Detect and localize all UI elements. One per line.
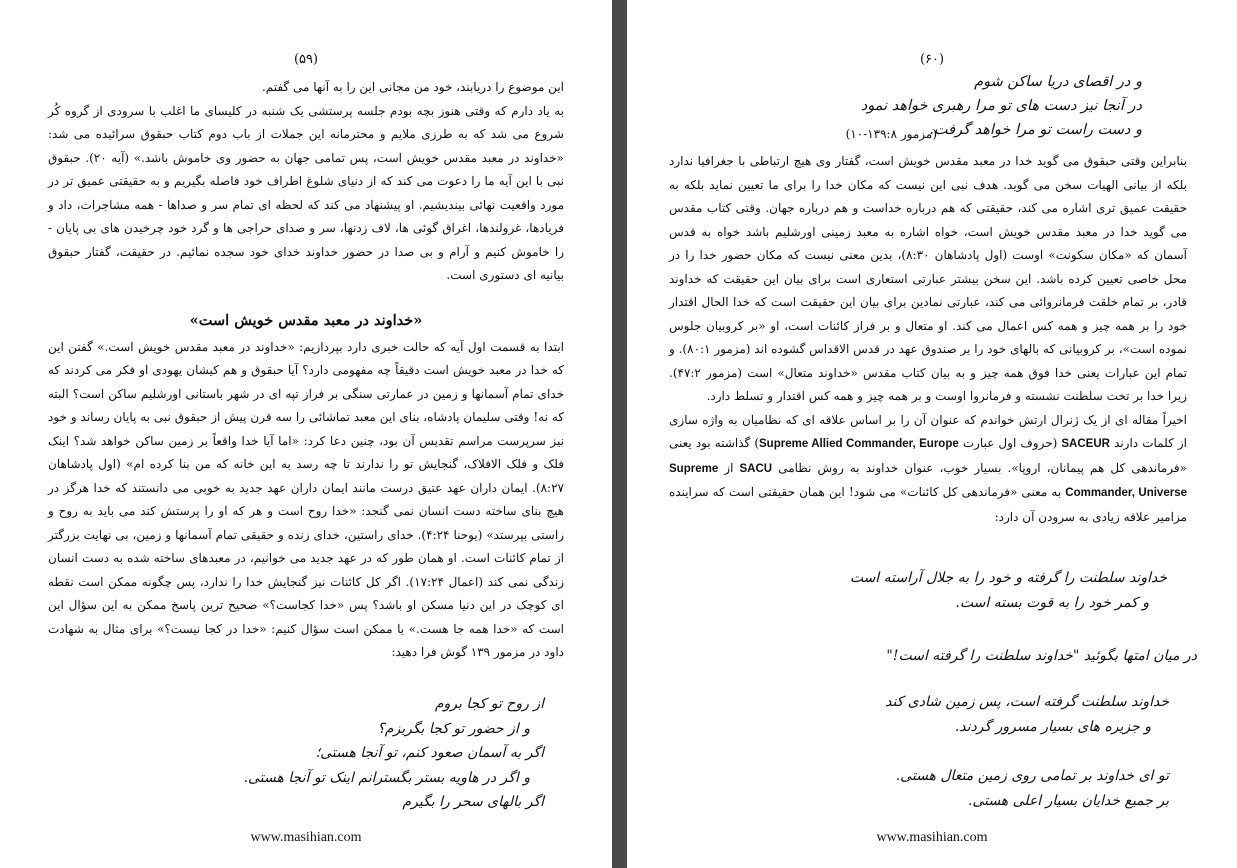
psalm-verses — [885, 690, 1169, 739]
page-right — [627, 0, 1237, 868]
verse-line: خداوند سلطنت گرفته است، پس زمین شادی کند — [885, 694, 1169, 710]
left-body-text — [48, 76, 564, 665]
paragraph: ابتدا به قسمت اول آیه که حالت خبری دارد بپردازیم: «خداوند در معبد مقدس خویش است.» گفتن این که خدا در معبد خویش است دقیقاً چه مفهومی دارد؟ آیا حبقوق و هم کیشان یهودی او فکر می کردند که خدای تمام آسمانها و زمین در عمارتی سنگی بر فراز تپه ای در شهر باستانی اورشلیم ساکن است؟ البته که نه! وقتی سلیمان پادشاه، بنای این معبد تماشائی را سه قرن پیش از حبقوق نبی به پایان رساند و خود نیز سرپرست مراسم تقدیس آن بود، چنین دعا کرد: «اما آیا خدا واقعاً بر زمین ساکن خواهد شد؟ اینک فلک و فلک الافلاک، گنجایش تو را ندارند تا چه رسد به این خانه که من بنا کرده ام» (اول پادشاهان ۸:۲۷). ایمان داران عهد عتیق درست مانند ایمان داران عهد جدید به خوبی می دانستند که خدا هرگز در هیچ بنای ساخته دست انسان نمی گنجد: «خدا روح است و هر که او را پرستش کند می باید به روح و راستی بپرستد» (یوحنا ۴:۲۴). خدای راستین، خدای زنده و حقیقی تمام آسمانها و زمین، بی نهایت بزرگتر از تمام کائنات است. او همان طور که در عهد جدید می خوانیم، در معبدهای ساخته شده به دست انسان زندگی نمی کند (اعمال ۱۷:۲۴). اگر کل کائنات نیز گنجایش خدا را ندارد، پس چگونه ممکن است نقطه ای کوچک در این دنیا مسکن او باشد؟ پس «خدا کجاست؟» صحیح ترین پاسخ ممکن به این سؤال این است که «خدا همه جا هست.» یا ممکن است سؤال کنیم: «خدا در کجا نیست؟» برای مثال به شهادت داود در مزمور ۱۳۹ گوش فرا دهید: — [48, 339, 564, 659]
text-run: اخیراً مقاله ای از یک ژنرال ارتش خواندم که عنوان آن را بر اساس علاقه ای که نظامیان به واژه سازی از کلمات دارند — [669, 412, 1187, 450]
right-body-text — [669, 150, 1187, 529]
english-phrase: Supreme Commander, Universe — [669, 462, 1187, 499]
verse-line: در آنجا نیز دست های تو مرا رهبری خواهد نمود — [860, 98, 1142, 114]
verse-line: اگر به آسمان صعود کنم، تو آنجا هستی؛ — [315, 745, 544, 761]
page-left — [0, 0, 612, 868]
verse-line: در میان امتها بگوئید "خداوند سلطنت را گرفته است!" — [886, 648, 1197, 664]
verse-line: و از حضور تو کجا بگریزم؟ — [377, 720, 530, 737]
verse-line: خداوند سلطنت را گرفته و خود را به جلال آراسته است — [849, 570, 1167, 586]
psalm-verses — [896, 764, 1169, 813]
section-heading: «خداوند در معبد مقدس خویش است» — [189, 311, 423, 329]
psalm-verses — [850, 566, 1167, 615]
footer-url: www.masihian.com — [876, 830, 988, 845]
paragraph — [669, 409, 1187, 530]
paragraph: این موضوع را دریابند، خود من مجانی این را به آنها می گفتم. — [261, 80, 564, 94]
page-number: (۵۹) — [293, 52, 319, 67]
acronym: SACEUR — [1061, 438, 1110, 450]
english-phrase: Supreme Allied Commander, Europe — [759, 438, 959, 450]
verse-line: و اگر در هاویه بستر بگسترانم اینک تو آنجا هستی. — [243, 769, 530, 786]
footer-url: www.masihian.com — [250, 830, 362, 845]
text-run: به معنی «فرماندهی کل کائنات» می شود! این همان حقیقتی است که سراینده مزامیر علاقه زیادی به سرودن آن دارد: — [669, 485, 1187, 524]
verse-line: و جزیره های بسیار مسرور گردند. — [954, 718, 1151, 735]
paragraph: به یاد دارم که وقتی هنوز بچه بودم جلسه پرستشی یک شنبه در کلیسای ما اغلب با سرودی از گروه کُر شروع می شد که به طرزی ملایم و محترمانه این جملات از باب دوم کتاب حبقوق سرائیده می شد: «خداوند در معبد مقدس خویش است، پس تمامی جهان به حضور وی خاموش باشد.» (آیه ۲۰). حبقوق نبی با این آیه ما را دعوت می کند که از دنیای شلوغ اطراف خود فاصله بگیریم و به حقیقتی عمیق تر در مورد واقعیت نهائی بیندیشیم. او پیشنهاد می کند که لحظه ای تمام سر و صداها - همه مشاجرات، داد و فریادها، غرولندها، اغراق گوئی ها، لاف زدنها، سر و صدای حراجی ها و گرد خود چرخیدن های بی پایان - را خاموش کنیم و آرام و بی صدا در حضور خداوند خدای خود سجده نمائیم. در حقیقت، گفتار حبقوق بیانیه ای دستوری است. — [48, 103, 564, 282]
verse-line: اگر بالهای سحر را بگیرم — [402, 794, 544, 810]
verse-citation: (مزمور ۱۳۹:۸-۱۰) — [845, 127, 937, 141]
acronym: SACU — [739, 462, 773, 475]
verse-line: تو ای خداوند بر تمامی روی زمین متعال هستی. — [895, 768, 1169, 784]
text-run: از — [718, 460, 740, 475]
paragraph: بنابراین وقتی حبقوق می گوید خدا در معبد مقدس خویش است، گفتار وی هیچ ارتباطی با جغرافیا ندارد بلکه از بیانی الهیات سخن می گوید. هدف نبی این نیست که مکان خدا را برای ما تعیین نماید بلکه به حقیقت عمیق تری اشاره می کند، حقیقتی که هم درباره خداست و هم درباره جهان. وقتی کتاب مقدس می گوید خدا در معبد مقدس خویش است، خواه اشاره به معبد زمینی اورشلیم باشد خواه به قدس آسمان که «مکان سکونت» اوست (اول پادشاهان ۸:۳۰)، بدین معنی نیست که مکان حضور خدا را در محل خاصی تعیین کرده باشد. این سخن بیشتر عبارتی استعاری است برای بیان این حقیقت که خداوند قادر، بر تمام خلقت فرمانروائی می کند، عبارتی نمادین برای بیان این حقیقت است که خدا الحال اقتدار خود را بر همه چیز و همه کس اعمال می کند. او متعال و بر فراز کائنات است، او «بر کروبیان جلوس نموده است»، بر کروبیانی که بالهای خود را بر صندوق عهد در قدس الاقداس گشوده اند (مزمور ۸۰:۱). و تمام این عبارات یعنی خدا فوق همه چیز و به بیان کتاب مقدس «خداوند متعال» است (مزمور ۴۷:۲). زیرا خدا بر تخت سلطنت نشسته و فرمانروا اوست و بر همه چیز و همه کس اقتدار و تسلط دارد. — [669, 154, 1188, 403]
verse-line: و در اقصای دریا ساکن شوم — [974, 74, 1142, 90]
psalm-verses — [244, 692, 544, 815]
psalm-verses — [886, 644, 1197, 669]
text-run: (حروف اول عبارت — [958, 436, 1062, 450]
page-number: (۶۰) — [919, 52, 945, 67]
verse-line: بر جمیع خدایان بسیار اعلی هستی. — [967, 792, 1169, 809]
text-run: ) گذاشته بود یعنی «فرماندهی کل هم پیمانان، اروپا». بسیار خوب، عنوان خداوند به روش نظامی — [669, 436, 1188, 475]
verse-line: و دست راست تو مرا خواهد گرفت. — [929, 122, 1142, 138]
verse-line: و کمر خود را به قوت بسته است. — [955, 594, 1149, 611]
verse-line: از روح تو کجا بروم — [434, 696, 544, 712]
